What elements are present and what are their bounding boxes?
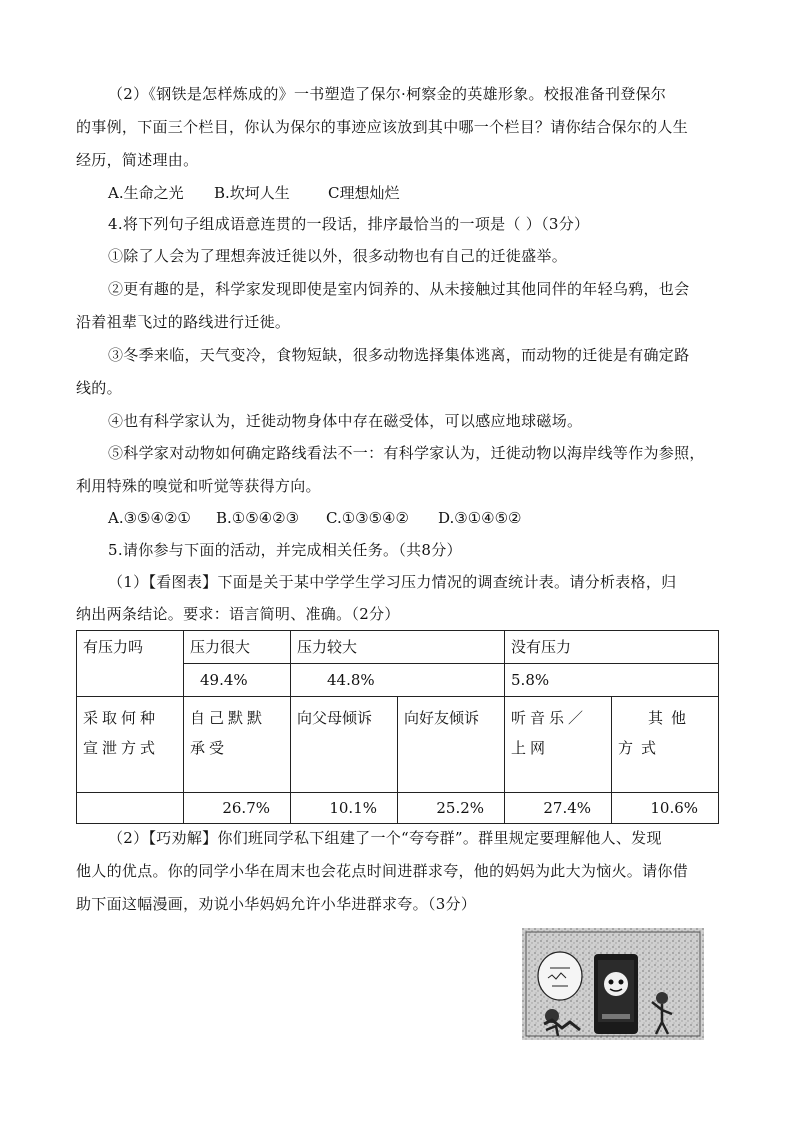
table-cell [291,664,505,697]
table-value: 49.4% [200,671,248,689]
q5-part2-line-3: 助下面这幅漫画，劝说小华妈妈允许小华进群求夸。（3分） [76,895,477,913]
table-row [77,631,719,664]
q4-sentence-1: ①除了人会为了理想奔波迁徙以外，很多动物也有自己的迁徙盛举。 [108,247,568,265]
table-cell [184,664,291,697]
q4-sentence-2a: ②更有趣的是，科学家发现即使是室内饲养的、从未接触过其他同伴的年轻乌鸦，也会 [108,280,690,298]
q4-option-d: D.③①④⑤② [438,509,522,527]
table-cell: 听音乐／上网 [505,697,612,793]
table-cell: 没有压力 [505,631,719,664]
q3-2-option-a: A.生命之光 [108,184,184,202]
q5-part2-line-2: 他人的优点。你的同学小华在周末也会花点时间进群求夸，他的妈妈为此大为恼火。请你借 [76,862,689,880]
table-row [77,793,719,824]
q5-part2-line-1: （2）【巧劝解】你们班同学私下组建了一个“夸夸群”。群里规定要理解他人、发现 [108,829,662,847]
table-value: 5.8% [511,671,550,689]
table-value: 25.2% [398,793,505,824]
table-header-pressure: 有压力吗 [77,631,184,697]
q5-part1-line-1: （1）【看图表】下面是关于某中学学生学习压力情况的调查统计表。请分析表格，归 [108,573,677,591]
table-value: 44.8% [327,671,375,689]
table-cell [77,793,184,824]
q3-2-line-3: 经历，简述理由。 [76,151,199,169]
q4-sentence-5b: 利用特殊的嗅觉和听觉等获得方向。 [76,477,321,495]
table-value: 10.6% [612,793,719,824]
table-row [77,697,719,793]
phone-illustration [594,954,638,1034]
q4-sentence-4: ④也有科学家认为，迁徙动物身体中存在磁受体，可以感应地球磁场。 [108,412,583,430]
table-cell: 压力很大 [184,631,291,664]
table-header-method: 采取何种宣泄方式 [77,697,184,793]
q3-2-option-c: C理想灿烂 [328,184,400,202]
q4-sentence-3b: 线的。 [76,379,122,397]
q3-2-line-1: （2）《钢铁是怎样炼成的》一书塑造了保尔·柯察金的英雄形象。校报准备刊登保尔 [108,85,667,103]
q4-option-b: B.①⑤④②③ [216,509,300,527]
q5-stem: 5.请你参与下面的活动，并完成相关任务。（共8分） [108,541,462,559]
table-value: 27.4% [505,793,612,824]
q4-stem: 4.将下列句子组成语意连贯的一段话，排序最恰当的一项是（ ）（3分） [108,215,590,233]
table-cell: 其他方式 [612,697,719,793]
q4-sentence-3a: ③冬季来临，天气变冷，食物短缺，很多动物选择集体逃离，而动物的迁徙是有确定路 [108,346,690,364]
table-cell [505,664,719,697]
q4-option-c: C.①③⑤④② [326,509,409,527]
survey-table [76,630,719,824]
q4-sentence-5a: ⑤科学家对动物如何确定路线看法不一：有科学家认为，迁徙动物以海岸线等作为参照， [108,444,705,462]
table-value: 10.1% [291,793,398,824]
cartoon-image [522,928,704,1040]
q4-sentence-2b: 沿着祖辈飞过的路线进行迁徙。 [76,313,291,331]
table-cell: 向好友倾诉 [398,697,505,793]
q5-part1-line-2: 纳出两条结论。要求：语言简明、准确。（2分） [76,605,400,623]
q4-option-a: A.③⑤④②① [108,509,191,527]
table-cell: 自己默默承受 [184,697,291,793]
table-value: 26.7% [184,793,291,824]
q3-2-option-b: B.坎坷人生 [214,184,290,202]
q3-2-line-2: 的事例，下面三个栏目，你认为保尔的事迹应该放到其中哪一个栏目？请你结合保尔的人生 [76,118,689,136]
table-cell: 压力较大 [291,631,505,664]
table-cell: 向父母倾诉 [291,697,398,793]
